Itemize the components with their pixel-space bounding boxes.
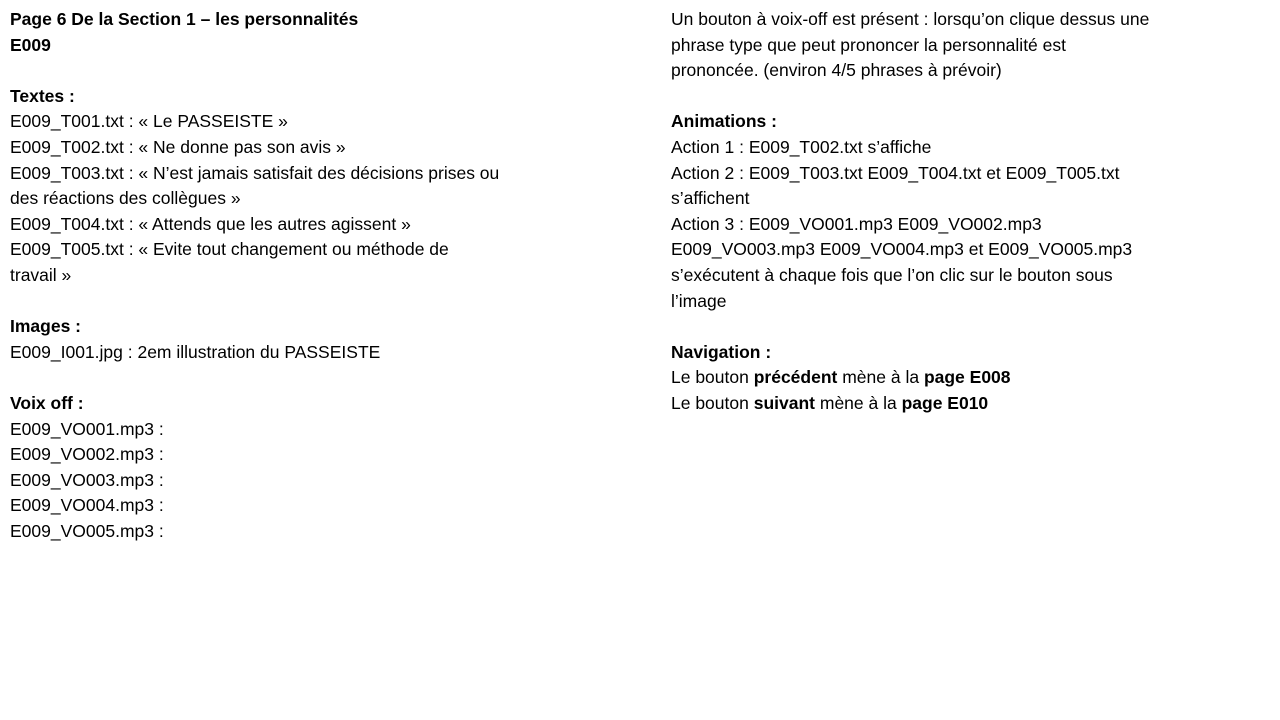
animations-line: Action 3 : E009_VO001.mp3 E009_VO002.mp3 <box>671 213 1042 234</box>
voix-off-line: E009_VO001.mp3 : <box>10 418 164 439</box>
textes-line: E009_T003.txt : « N’est jamais satisfait des décisions prises ou <box>10 162 500 183</box>
intro-line: Un bouton à voix-off est présent : lorsqu’on clique dessus une <box>671 9 1150 29</box>
page-code: E009 <box>10 34 51 55</box>
voix-off-line: E009_VO004.mp3 : <box>10 495 164 516</box>
animations-line: s’affichent <box>671 188 750 209</box>
voix-off-heading: Voix off : <box>10 392 84 413</box>
nav-prev-button-name: précédent <box>753 367 838 388</box>
nav-prev-target: page E008 <box>923 367 1011 388</box>
nav-prev-mid: mène à la <box>837 367 924 388</box>
images-line: E009_I001.jpg : 2em illustration du PASSEISTE <box>10 341 381 362</box>
nav-next-mid: mène à la <box>815 392 902 413</box>
page-title: Page 6 De la Section 1 – les personnalités <box>10 9 359 29</box>
animations-line: E009_VO003.mp3 E009_VO004.mp3 et E009_VO005.mp3 <box>671 239 1133 260</box>
spacer <box>10 365 570 391</box>
intro-line: phrase type que peut prononcer la personnalité est <box>671 34 1066 55</box>
textes-line: E009_T005.txt : « Evite tout changement ou méthode de <box>10 239 449 260</box>
right-column <box>671 7 1231 417</box>
spacer <box>10 289 570 315</box>
voix-off-line: E009_VO005.mp3 : <box>10 520 164 541</box>
textes-line: des réactions des collègues » <box>10 188 241 209</box>
animations-line: Action 2 : E009_T003.txt E009_T004.txt et E009_T005.txt <box>671 162 1120 183</box>
voix-off-line: E009_VO003.mp3 : <box>10 469 164 490</box>
animations-line: l’image <box>671 290 727 311</box>
left-column <box>10 7 570 544</box>
navigation-prev-line <box>671 365 1231 391</box>
textes-heading: Textes : <box>10 85 75 106</box>
animations-heading: Animations : <box>671 111 777 132</box>
spacer <box>671 84 1231 110</box>
images-heading: Images : <box>10 316 81 337</box>
animations-line: Action 1 : E009_T002.txt s’affiche <box>671 136 932 157</box>
spacer <box>10 58 570 84</box>
nav-next-pre: Le bouton <box>671 392 754 413</box>
voix-off-line: E009_VO002.mp3 : <box>10 444 164 465</box>
nav-next-button-name: suivant <box>753 392 815 413</box>
navigation-next-line <box>671 391 1231 417</box>
navigation-heading: Navigation : <box>671 341 772 362</box>
textes-line: E009_T004.txt : « Attends que les autres agissent » <box>10 213 411 234</box>
textes-line: E009_T002.txt : « Ne donne pas son avis » <box>10 136 346 157</box>
textes-line: travail » <box>10 264 72 285</box>
textes-line: E009_T001.txt : « Le PASSEISTE » <box>10 111 288 132</box>
spacer <box>671 314 1231 340</box>
nav-prev-pre: Le bouton <box>671 367 754 388</box>
animations-line: s’exécutent à chaque fois que l’on clic sur le bouton sous <box>671 264 1113 285</box>
intro-line: prononcée. (environ 4/5 phrases à prévoir) <box>671 60 1002 81</box>
nav-next-target: page E010 <box>901 392 989 413</box>
